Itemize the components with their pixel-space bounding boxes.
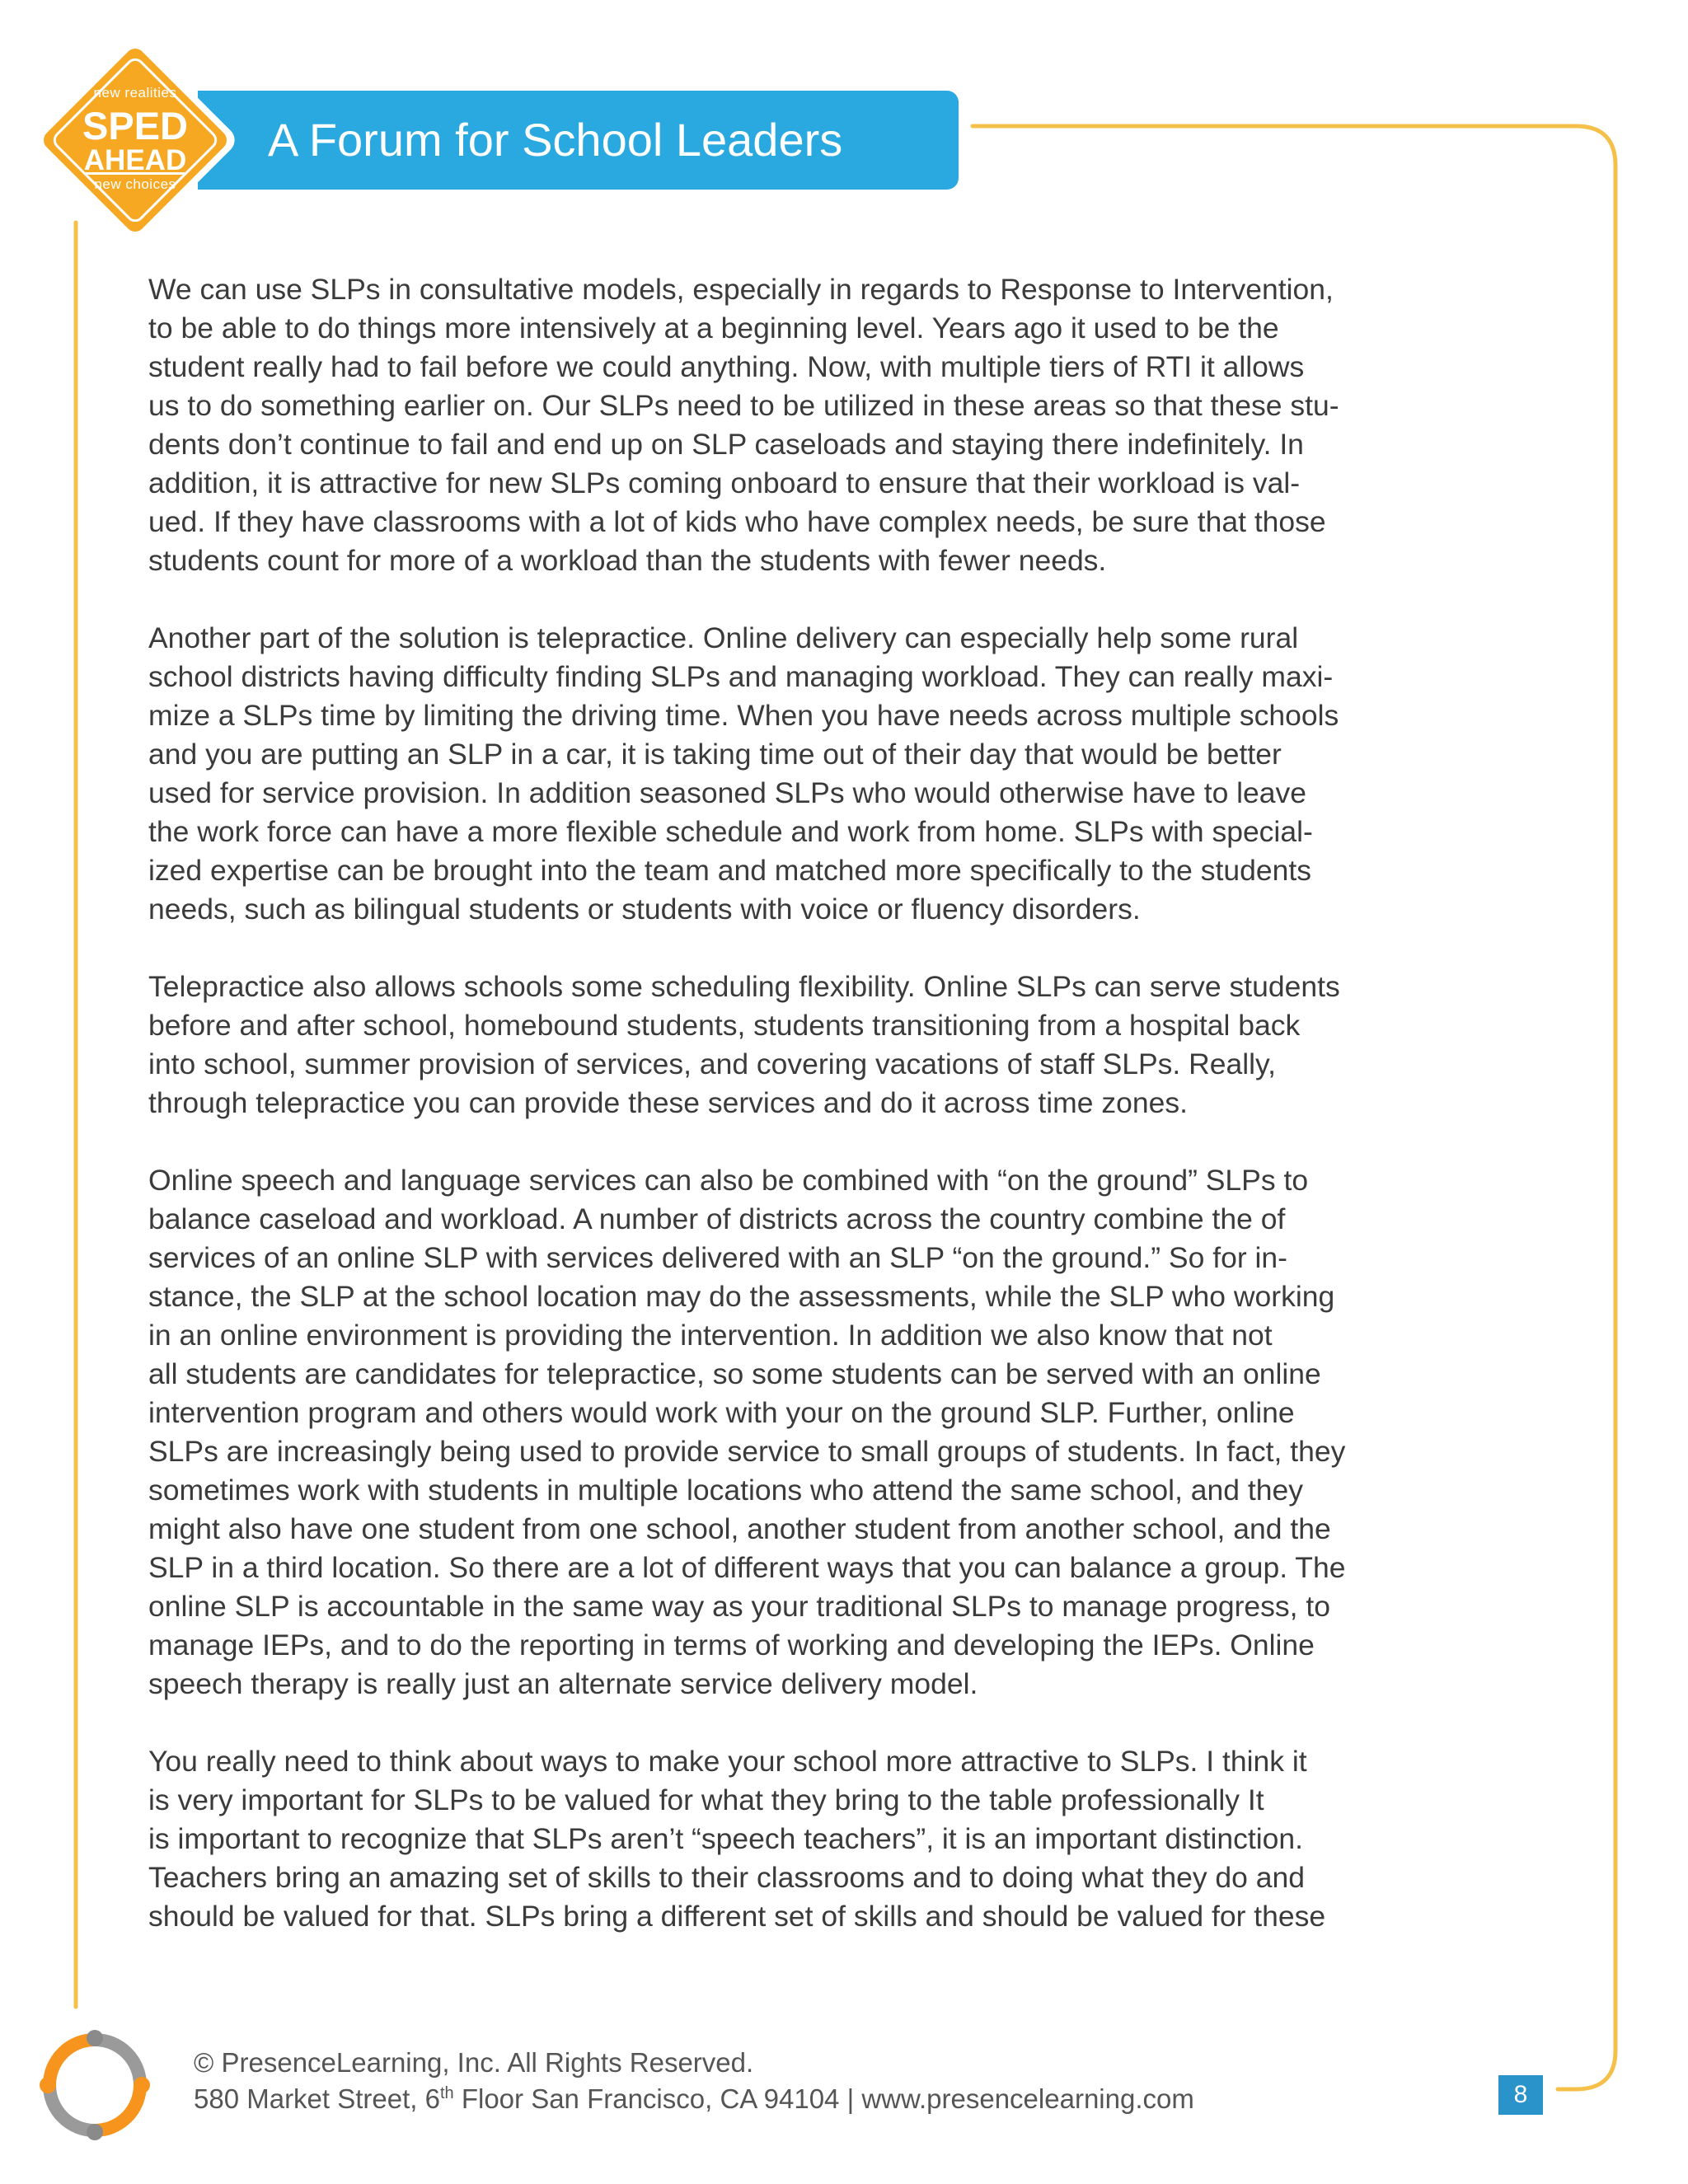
text-line: to be able to do things more intensively at a beginning level. Years ago it used to be the	[148, 312, 1279, 344]
text-line: mize a SLPs time by limiting the driving time. When you have needs across multiple schools	[148, 699, 1339, 732]
logo-word-ahead: AHEAD	[83, 144, 187, 176]
text-line: in an online environment is providing the intervention. In addition we also know that not	[148, 1319, 1273, 1352]
text-line: ized expertise can be brought into the team and matched more specifically to the students	[148, 854, 1311, 887]
text-line: school districts having difficulty finding SLPs and managing workload. They can really maxi-	[148, 660, 1334, 693]
page-number: 8	[1498, 2075, 1543, 2115]
text-line: Another part of the solution is telepractice. Online delivery can especially help some rural	[148, 621, 1299, 654]
text-line: used for service provision. In addition seasoned SLPs who would otherwise have to leave	[148, 776, 1307, 809]
footer-address-sup: th	[439, 2084, 454, 2102]
text-line: student really had to fail before we could anything. Now, with multiple tiers of RTI it allows	[148, 350, 1305, 383]
text-line: We can use SLPs in consultative models, especially in regards to Response to Intervention,	[148, 273, 1334, 306]
text-line: dents don’t continue to fail and end up on SLP caseloads and staying there indefinitely. In	[148, 428, 1304, 461]
text-line: might also have one student from one school, another student from another school, and the	[148, 1512, 1331, 1545]
text-line: sometimes work with students in multiple locations who attend the same school, and they	[148, 1474, 1303, 1507]
text-line: students count for more of a workload than the students with fewer needs.	[148, 544, 1107, 577]
footer-copyright: © PresenceLearning, Inc. All Rights Reserved.	[194, 2047, 754, 2078]
text-line: the work force can have a more flexible schedule and work from home. SLPs with special-	[148, 815, 1313, 848]
presencelearning-people-circle-icon	[33, 2023, 157, 2147]
text-line: Online speech and language services can also be combined with “on the ground” SLPs to	[148, 1164, 1309, 1197]
text-line: online SLP is accountable in the same way as your traditional SLPs to manage progress, to	[148, 1590, 1330, 1623]
text-line: is important to recognize that SLPs aren’t “speech teachers”, it is an important distinction.	[148, 1822, 1303, 1855]
text-line: before and after school, homebound students, students transitioning from a hospital back	[148, 1009, 1301, 1042]
paragraph	[148, 1161, 1550, 1704]
text-line: needs, such as bilingual students or students with voice or fluency disorders.	[148, 893, 1141, 926]
text-line: SLP in a third location. So there are a lot of different ways that you can balance a group. The	[148, 1551, 1346, 1584]
text-line: SLPs are increasingly being used to provide service to small groups of students. In fact, they	[148, 1435, 1346, 1468]
footer-address	[194, 2082, 1194, 2116]
logo-tagline-top: new realities	[93, 85, 177, 101]
footer-address-end: Floor San Francisco, CA 94104 | www.presencelearning.com	[453, 2083, 1194, 2114]
text-line: services of an online SLP with services delivered with an SLP “on the ground.” So for in-	[148, 1241, 1287, 1274]
paragraph	[148, 270, 1550, 580]
text-line: speech therapy is really just an alternate service delivery model.	[148, 1667, 978, 1700]
text-line: You really need to think about ways to make your school more attractive to SLPs. I think it	[148, 1745, 1307, 1778]
text-line: into school, summer provision of services, and covering vacations of staff SLPs. Really,	[148, 1047, 1277, 1080]
text-line: stance, the SLP at the school location may do the assessments, while the SLP who working	[148, 1280, 1335, 1313]
text-line: Teachers bring an amazing set of skills to their classrooms and to doing what they do and	[148, 1861, 1306, 1894]
article-body	[148, 270, 1550, 1975]
text-line: addition, it is attractive for new SLPs coming onboard to ensure that their workload is val-	[148, 466, 1301, 499]
logo-tagline-bottom: new choices	[94, 176, 176, 192]
text-line: us to do something earlier on. Our SLPs need to be utilized in these areas so that these stu-	[148, 389, 1339, 422]
paragraph	[148, 1742, 1550, 1936]
text-line: is very important for SLPs to be valued for what they bring to the table professionally It	[148, 1783, 1264, 1816]
page-title: A Forum for School Leaders	[268, 114, 843, 166]
paragraph	[148, 968, 1550, 1122]
text-line: and you are putting an SLP in a car, it is taking time out of their day that would be better	[148, 738, 1282, 771]
text-line: should be valued for that. SLPs bring a different set of skills and should be valued for these	[148, 1900, 1326, 1933]
paragraph	[148, 619, 1550, 929]
text-line: through telepractice you can provide these services and do it across time zones.	[148, 1086, 1188, 1119]
footer-address-start: 580 Market Street, 6	[194, 2083, 440, 2114]
text-line: all students are candidates for telepractice, so some students can be served with an online	[148, 1357, 1321, 1390]
text-line: Telepractice also allows schools some scheduling flexibility. Online SLPs can serve students	[148, 970, 1340, 1003]
text-line: balance caseload and workload. A number of districts across the country combine the of	[148, 1202, 1286, 1235]
text-line: manage IEPs, and to do the reporting in terms of working and developing the IEPs. Online	[148, 1629, 1315, 1661]
logo-word-sped: SPED	[82, 104, 188, 148]
text-line: ued. If they have classrooms with a lot of kids who have complex needs, be sure that those	[148, 505, 1326, 538]
text-line: intervention program and others would work with your on the ground SLP. Further, online	[148, 1396, 1295, 1429]
